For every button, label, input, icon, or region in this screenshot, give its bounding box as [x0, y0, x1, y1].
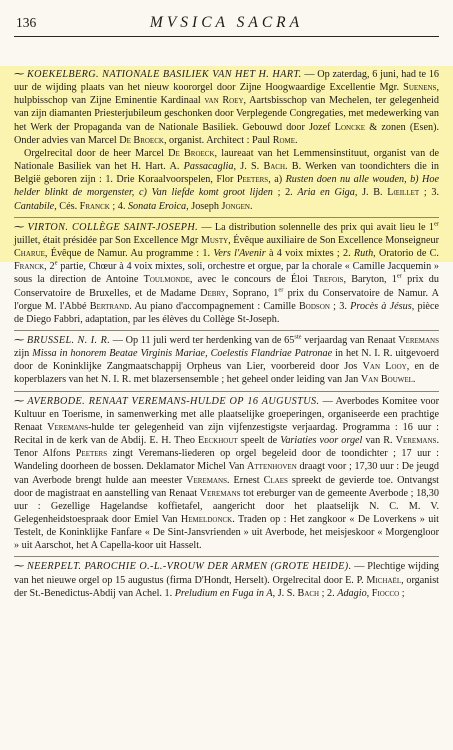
text-run: , organist der St.-Benedictus-Abdij van Achel. 1. — [14, 574, 440, 599]
text-run: . B. Werken van toondichters die in België geboren zijn : 1. Drie Koraalvoorspelen, Flor — [14, 161, 439, 186]
text-run: , avec le concours de Éloi — [189, 274, 314, 286]
person-name: Debry — [200, 287, 226, 299]
text-run: speelt de — [237, 435, 281, 447]
ornament-icon: ⁓ — [14, 561, 25, 573]
person-name: Franck — [14, 261, 45, 273]
person-name: Veremans — [199, 487, 241, 499]
article-paragraph — [14, 147, 439, 213]
work-title: Missa in honorem Beatae Virginis Mariae, Coelestis Flandriae Patronae — [32, 348, 333, 360]
text-run: ; 3. — [329, 300, 351, 312]
person-name: Fiocco — [371, 587, 400, 599]
text-run: , organist. Architect : Paul — [163, 134, 273, 146]
work-title: Passacaglia — [183, 161, 234, 173]
text-run: . Au piano d'accompagnement : Camille — [129, 300, 300, 312]
person-name: Bertrand — [89, 300, 130, 312]
article-paragraph — [14, 560, 439, 599]
person-name: Jongen — [221, 200, 250, 212]
article-heading: KOEKELBERG. NATIONALE BASILIEK VAN HET H. HART. — [26, 69, 302, 80]
person-name: Attenhoven — [247, 461, 297, 473]
text-run: — La distribution solennelle des prix qui avait lieu le 1 — [198, 221, 434, 233]
work-title: Variaties voor orgel — [280, 435, 363, 447]
person-name: Bach — [297, 587, 320, 599]
text-run: zijn — [14, 348, 33, 360]
article-column — [14, 68, 439, 600]
person-name: Toulmonde — [143, 274, 190, 286]
text-run: ; 3. — [419, 187, 439, 199]
person-name: Van Looy — [362, 361, 407, 373]
person-name: van Roey — [204, 95, 244, 107]
running-header — [14, 14, 439, 37]
text-run: tot ereburger van de gemeente Averbode ; 18,30 uur : Gezellige Hagelandse koffietafel, aangericht door het plaatselijk N. C. M. V. Gelegenheidstoespraak door Emiel Van — [14, 487, 439, 525]
person-name: Musty — [200, 234, 229, 246]
text-run: juillet, était présidée par Son Excellence Mgr — [14, 234, 201, 246]
text-run: à 4 voix mixtes ; 2. — [265, 248, 354, 260]
article-brussel — [14, 330, 439, 387]
text-run: partie, Chœur à 4 voix mixtes, soli, orchestre et orgue, par la chorale « Camille Jacquemin » sous la direction de Antoine — [14, 261, 440, 286]
person-name: Eeckhout — [198, 435, 238, 447]
article-paragraph — [14, 68, 439, 147]
text-run: zingt Veremans-liederen op orgel begeleid door de toondichter ; 17 uur : Wandeling doorheen de bossen. Deklamator Michel Van — [14, 448, 439, 473]
text-run: prix du Conservatoire de Bruxelles, et de Madame — [14, 274, 439, 299]
text-run: , — [366, 587, 372, 599]
article-paragraph — [14, 334, 439, 387]
article-heading: BRUSSEL. N. I. R. — [26, 334, 111, 346]
text-run: , Aartsbisschop van Mechelen, ter gelegenheid van zijn diamanten Priesterjubileum geschonken door Verplegende Congregaties, met medewerking van het Werk der Propaganda van de Nationale Basiliek. Gebouwd door Jozef — [14, 95, 439, 133]
text-run: , a) — [268, 174, 286, 186]
text-run: ; 2. — [272, 187, 298, 199]
superscript: er — [278, 286, 284, 294]
person-name: Peeters — [75, 448, 108, 460]
text-run: . Traden op : Het zangkoor « De Loverkens » uit Testelt, de Koninklijke Fanfare « De Sint-Jansvrienden » uit Averbode, het meisjeskoor « Morgengloor » uit Aarschot, het A Capella-koor uit Hasselt. — [14, 514, 439, 552]
text-run: , J. B. — [354, 187, 388, 199]
work-title: Adagio — [337, 587, 367, 599]
article-paragraph — [14, 395, 439, 553]
text-run: — Plechtige wijding van het nieuwe orgel op 15 augustus (firma D'Hondt, Herselt). Orgelrecital door E. P. — [14, 561, 440, 586]
superscript: er — [396, 272, 402, 280]
text-run: , en de koperblazers van het N. I. R. met blazersensemble ; het geheel onder leiding van Jan — [14, 361, 440, 386]
person-name: Veremans — [186, 474, 227, 486]
work-title: Rusten doen nu alle wouden, b) Hoe helder blinkt de morgenster, c) Van liefde komt groot lijden — [14, 174, 439, 199]
page-number: 136 — [16, 15, 37, 30]
person-name: Trefois — [313, 274, 344, 286]
superscript: ste — [294, 333, 302, 341]
text-run: , J. S. — [272, 587, 298, 599]
text-run: , Cés. — [54, 200, 80, 212]
text-run: , J. S. — [233, 161, 264, 173]
text-run: , Évêque auxiliaire de Son Excellence Monseigneur — [228, 234, 439, 246]
person-name: Loncke — [334, 121, 366, 133]
superscript: er — [433, 220, 440, 228]
text-run: . Ernest — [226, 474, 264, 486]
work-title: Preludium en Fuga in A — [174, 587, 273, 599]
text-run: , Joseph — [186, 200, 222, 212]
text-run: . — [412, 374, 416, 386]
ornament-icon: ⁓ — [14, 221, 25, 233]
text-run: — Averbodes Komitee voor Kultuur en Toerisme, in samenwerking met alle plaatselijke groeperingen, organiseerde een prachtige Renaat — [14, 395, 440, 433]
text-run: — Op zaterdag, 6 juni, had te 16 uur de wijding plaats van het nieuw koororgel door Zijne Hoogwaardige Excellentie Mgr. — [14, 69, 440, 94]
person-name: Lœillet — [387, 187, 420, 199]
superscript: e — [54, 259, 58, 267]
text-run: . Tenor Alfons — [14, 435, 439, 460]
work-title: Ruth — [353, 248, 374, 260]
text-run: . — [250, 200, 253, 212]
person-name: Bodson — [299, 300, 330, 312]
article-paragraph — [14, 221, 439, 326]
work-title: Sonata Eroica — [127, 200, 187, 212]
person-name: Claes — [263, 474, 288, 486]
text-run: , Évêque de Namur. Au programme : 1. — [44, 248, 214, 260]
article-heading: NEERPELT. PAROCHIE O.-L.-VROUW DER ARMEN (GROTE HEIDE). — [26, 561, 352, 573]
person-name: Charue — [14, 248, 45, 260]
article-heading: AVERBODE. RENAAT VEREMANS-HULDE OP 16 AUGUSTUS. — [27, 395, 320, 407]
text-run: ; 4. — [109, 200, 128, 212]
text-run: ; 2. — [319, 587, 338, 599]
text-run: van R. — [362, 435, 396, 447]
person-name: Franck — [79, 200, 110, 212]
work-title: Vers l'Avenir — [213, 248, 266, 260]
person-name: Peeters — [236, 174, 269, 186]
person-name: Michaël — [366, 574, 402, 586]
text-run: Orgelrecital door de heer Marcel — [24, 147, 169, 159]
text-run: , Soprano, 1 — [225, 287, 279, 299]
text-run: , pièce de Diego Fabbri, adaptation, par les élèves du Collège St-Joseph. — [14, 300, 439, 325]
text-run: ; — [399, 587, 405, 599]
person-name: De Broeck — [119, 134, 164, 146]
person-name: Veremans — [398, 334, 440, 346]
person-name: Hemeldonck — [180, 514, 233, 525]
work-title: Procès à Jésus — [350, 300, 412, 312]
text-run: & zonen (Esen). Onder advies van Marcel — [14, 121, 440, 146]
ornament-icon: ⁓ — [14, 334, 25, 346]
article-virton — [14, 217, 439, 326]
person-name: Van Bouwel — [360, 374, 413, 386]
text-run: , Oratorio de C. — [373, 248, 439, 260]
person-name: Veremans — [47, 421, 88, 433]
text-run: , hulpbisschop van Zijne Eminentie Kardinaal — [14, 82, 439, 107]
text-run: -hulde ter gelegenheid van zijn vijfenzestigste verjaardag. Programma : 16 uur : Recital in de kerk van de Abdij. E. H. Theo — [14, 421, 439, 447]
text-run: . — [295, 134, 298, 146]
work-title: Cantabile — [14, 200, 55, 212]
text-run: prix du Conservatoire de Namur. A l'orgue M. l'Abbé — [14, 287, 439, 312]
text-run: in het N. I. R. uitgevoerd door de Koninklijke Zangmaatschappij Orpheus van Lier, voorbereid door Jos — [14, 348, 439, 373]
person-name: De Broeck — [168, 147, 215, 159]
text-run: spreekt de gevierde toe. Ontvangst door de magistraat en aanstelling van Renaat — [14, 474, 439, 499]
text-run: — Op 11 juli werd ter herdenking van de 65 — [110, 334, 295, 346]
text-run: , Baryton, 1 — [343, 274, 397, 286]
work-title: Aria en Giga — [297, 187, 355, 199]
person-name: Veremans — [395, 435, 437, 447]
person-name: Rome — [272, 134, 296, 146]
person-name: Bach — [263, 161, 286, 173]
text-run: , 2 — [44, 261, 55, 273]
ornament-icon: ⁓ — [14, 69, 25, 80]
article-heading: VIRTON. COLLÈGE SAINT-JOSEPH. — [27, 221, 199, 233]
article-neerpelt — [14, 556, 439, 599]
text-run: , laureaat van het Lemmensinstituut, organist van de Nationale Basiliek van het H. Hart. A. — [14, 147, 439, 173]
text-run: verjaardag van Renaat — [301, 334, 399, 346]
journal-title: MVSICA SACRA — [149, 14, 304, 31]
ornament-icon: ⁓ — [14, 395, 25, 407]
article-koekelberg — [14, 68, 439, 213]
text-run: draagt voor ; 17,30 uur : De jeugd van Averbode brengt hulde aan meester — [14, 461, 440, 486]
article-averbode — [14, 391, 439, 553]
person-name: Suenens — [403, 82, 437, 94]
